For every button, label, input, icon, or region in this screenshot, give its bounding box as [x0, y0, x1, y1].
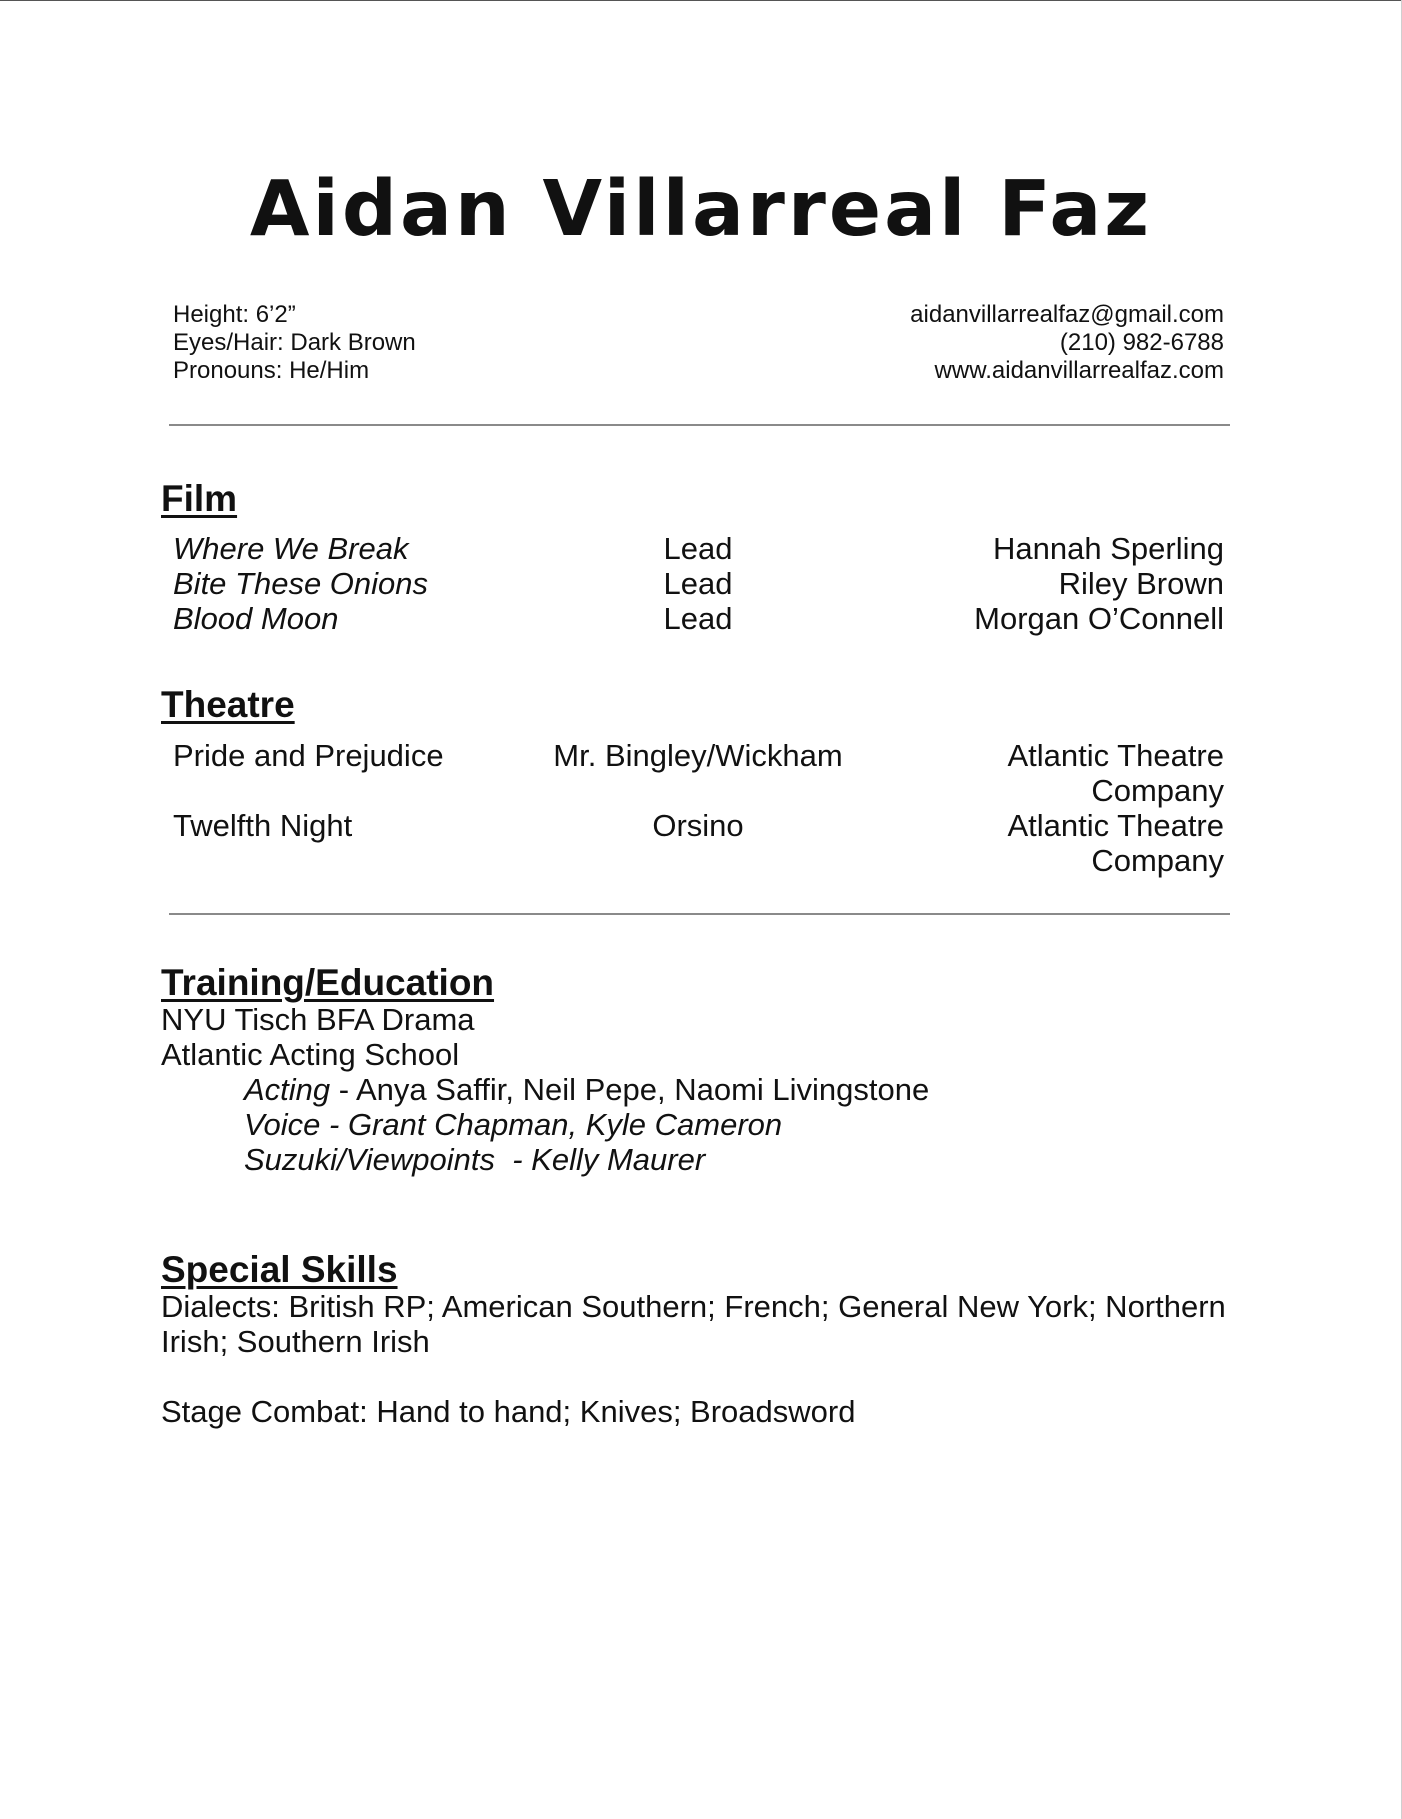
credit-title: Twelfth Night	[173, 808, 353, 843]
email-link[interactable]: aidanvillarrealfaz@gmail.com	[910, 301, 1224, 328]
teacher-line	[161, 1072, 929, 1107]
teacher-subject: Acting	[244, 1072, 331, 1107]
stage-combat-line: Stage Combat: Hand to hand; Knives; Broadsword	[161, 1394, 856, 1429]
credit-company	[883, 738, 1224, 808]
company-line: Company	[1091, 773, 1224, 808]
film-credits	[173, 531, 1224, 636]
credit-row	[173, 531, 1224, 566]
height-text: Height: 6’2”	[173, 301, 296, 328]
credit-row	[173, 566, 1224, 601]
spacer	[161, 1359, 1226, 1394]
physical-stats	[173, 301, 416, 385]
teacher-line: Voice - Grant Chapman, Kyle Cameron	[244, 1107, 783, 1142]
contact-info	[910, 301, 1224, 385]
divider	[169, 913, 1230, 915]
credit-director: Morgan O’Connell	[974, 601, 1224, 636]
company-line: Atlantic Theatre	[1007, 738, 1224, 773]
skills-heading: Special Skills	[161, 1249, 398, 1290]
credit-company	[883, 808, 1224, 878]
credit-title: Blood Moon	[173, 601, 339, 636]
divider	[169, 424, 1230, 426]
teacher-names: - Anya Saffir, Neil Pepe, Naomi Livingstone	[330, 1072, 930, 1107]
credit-director: Riley Brown	[1058, 566, 1224, 601]
pronouns-text: Pronouns: He/Him	[173, 357, 370, 384]
theatre-credits	[173, 738, 1224, 878]
credit-row	[173, 808, 1224, 878]
page-top-border	[0, 0, 1402, 1]
dialects-line: Irish; Southern Irish	[161, 1324, 430, 1359]
website-link[interactable]: www.aidanvillarrealfaz.com	[934, 357, 1224, 384]
credit-role: Lead	[663, 601, 733, 636]
credit-role: Lead	[663, 566, 733, 601]
skills-list	[161, 1289, 1226, 1429]
credit-title: Bite These Onions	[173, 566, 429, 601]
film-heading: Film	[161, 478, 238, 519]
credit-row	[173, 738, 1224, 808]
credit-title: Where We Break	[173, 531, 409, 566]
training-heading: Training/Education	[161, 962, 495, 1003]
training-line: Atlantic Acting School	[161, 1037, 460, 1072]
training-line: NYU Tisch BFA Drama	[161, 1002, 475, 1037]
phone-text: (210) 982-6788	[1059, 329, 1224, 356]
credit-role: Orsino	[652, 808, 744, 843]
company-line: Atlantic Theatre	[1007, 808, 1224, 843]
training-list	[161, 1002, 929, 1177]
eyes-hair-text: Eyes/Hair: Dark Brown	[173, 329, 416, 356]
credit-title: Pride and Prejudice	[173, 738, 444, 773]
credit-role: Lead	[663, 531, 733, 566]
credit-director: Hannah Sperling	[993, 531, 1224, 566]
actor-name: Aidan Villarreal Faz	[249, 165, 1153, 254]
theatre-heading: Theatre	[161, 684, 295, 725]
credit-role: Mr. Bingley/Wickham	[553, 738, 843, 773]
company-line: Company	[1091, 843, 1224, 878]
dialects-line: Dialects: British RP; American Southern; French; General New York; Northern	[161, 1289, 1226, 1324]
teacher-line: Suzuki/Viewpoints - Kelly Maurer	[244, 1142, 706, 1177]
credit-row	[173, 601, 1224, 636]
